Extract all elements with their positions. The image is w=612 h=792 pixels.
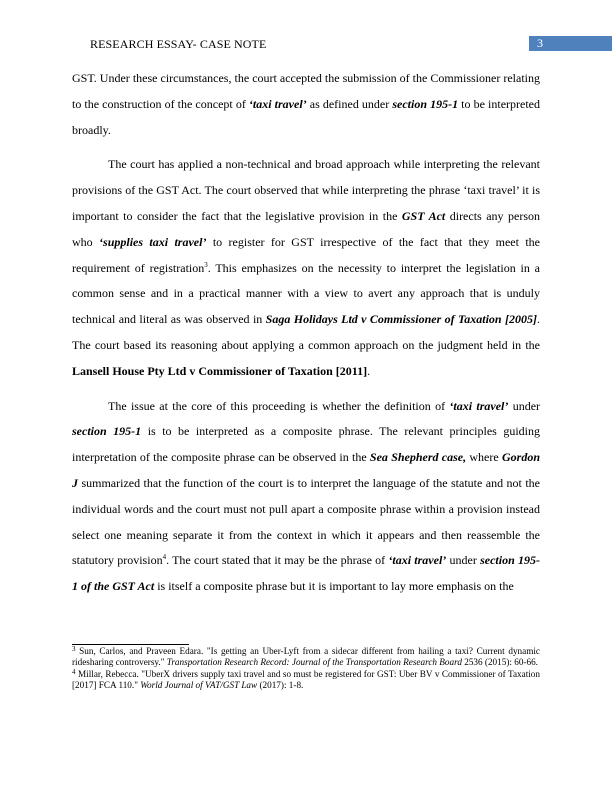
paragraph-3: The issue at the core of this proceeding is whether the definition of ‘taxi travel’ under section 195-1 is to be interpreted as a composite phrase. The relevant principles guiding interpretation of the composite phrase can be observed in the Sea Shepherd case, where Gordon J summarized that the function of the court is to interpret the language of the statute and not the individual words and the court must not pull apart a composite phrase within a provision instead select one meaning separate it from the context in which it appears and then reassemble the statutory provision$^4$. The court stated that it may be the phrase of ‘taxi travel’ under section 195-1 of the GST Act is itself a composite phrase but it is important to lay more emphasis on the [72, 398, 541, 594]
footnotes [72, 646, 540, 691]
page-header [90, 36, 612, 52]
paragraph-1: GST. Under these circumstances, the court accepted the submission of the Commissioner relating to the construction of the concept of ‘taxi travel’ as defined under section 195-1 to be interpreted broadly. [72, 71, 540, 137]
footnote-3: $^3$ Sun, Carlos, and Praveen Edara. "Is getting an Uber-Lyft from a sidecar different from hailing a taxi? Current dynamic ridesharing controversy." Transportation Research Record: Journal of the Transportation Research Board 2536 (2015): 60-66. [72, 645, 540, 668]
header-title: RESEARCH ESSAY- CASE NOTE [90, 37, 267, 51]
body-text [72, 66, 540, 609]
page-number: 3 [529, 36, 612, 51]
footnote-ref-4[interactable]: 4 [162, 553, 167, 562]
footnote-ref-3[interactable]: 3 [204, 260, 208, 269]
paragraph-2: The court has applied a non-technical and broad approach while interpreting the relevant provisions of the GST Act. The court observed that while interpreting the phrase ‘taxi travel’ it is important to consider the fact that the legislative provision in the GST Act directs any person who ‘supplies taxi travel’ to register for GST irrespective of the fact that they meet the requirement of registration$^3$. This emphasizes on the necessity to interpret the legislation in a common sense and in a practical manner with a view to avert any approach that is unduly technical and literal as was observed in Saga Holidays Ltd v Commissioner of Taxation [2005]. The court based its reasoning about applying a common approach on the judgment held in the Lansell House Pty Ltd v Commissioner of Taxation [2011]. [72, 157, 541, 378]
footnote-separator [72, 644, 189, 645]
footnote-4: $^4$ Millar, Rebecca. "UberX drivers supply taxi travel and so must be registered for GST: Uber BV v Commissioner of Taxation [2017] FCA 110." World Journal of VAT/GST Law (2017): 1-8. [72, 667, 540, 690]
